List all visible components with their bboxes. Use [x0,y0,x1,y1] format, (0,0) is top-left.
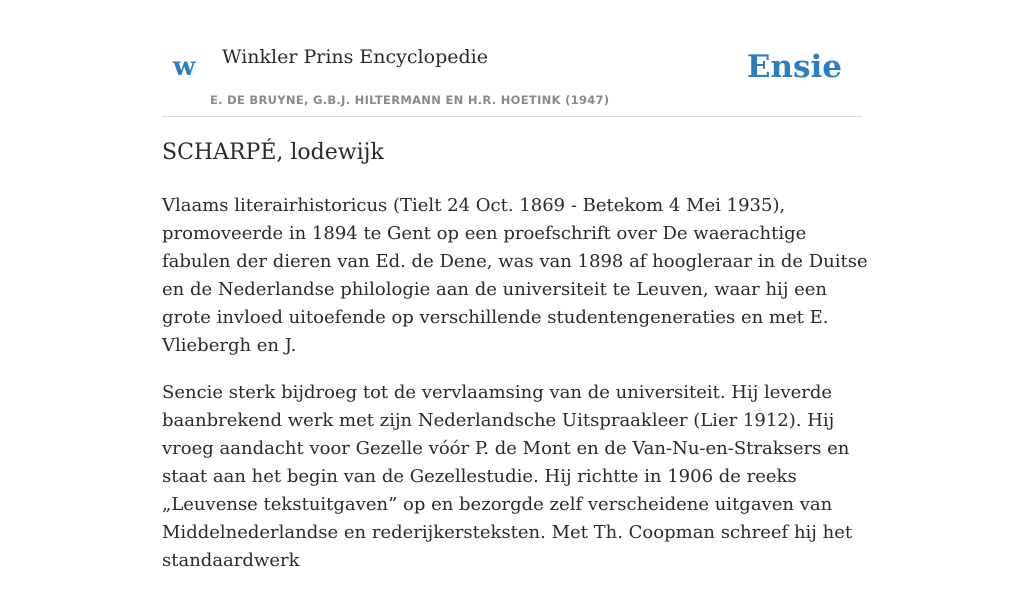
entry-body [162,192,868,594]
source-header [162,40,862,117]
ensie-logo[interactable]: Ensie [746,49,842,85]
entry-title: SCHARPÉ, lodewijk [162,140,384,165]
source-title[interactable]: Winkler Prins Encyclopedie [222,46,488,68]
source-authors: E. DE BRUYNE, G.B.J. HILTERMANN EN H.R. HOETINK (1947) [210,93,610,107]
entry-paragraph: Sencie sterk bijdroeg tot de vervlaamsing van de universiteit. Hij leverde baanbrekend werk met zijn Nederlandsche Uitspraakleer (Lier 1912). Hij vroeg aandacht voor Gezelle vóór P. de Mont en de Van-Nu-en-Straksers en staat aan het begin van de Gezellestudie. Hij richtte in 1906 de reeks „Leuvense tekstuitgaven” op en bezorgde zelf verscheidene uitgaven van Middelnederlandse en rederijkersteksten. Met Th. Coopman schreef hij het standaardwerk [162,382,853,571]
winkler-prins-logo-icon[interactable]: w [173,52,196,82]
entry-paragraph: Vlaams literairhistoricus (Tielt 24 Oct. 1869 - Betekom 4 Mei 1935), promoveerde in 1894 te Gent op een proefschrift over De waerachtige fabulen der dieren van Ed. de Dene, was van 1898 af hoogleraar in de Duitse en de Nederlandse philologie aan de universiteit te Leuven, waar hij een grote invloed uitoefende op verschillende studentengeneraties en met E. Vliebergh en J. [162,195,868,356]
